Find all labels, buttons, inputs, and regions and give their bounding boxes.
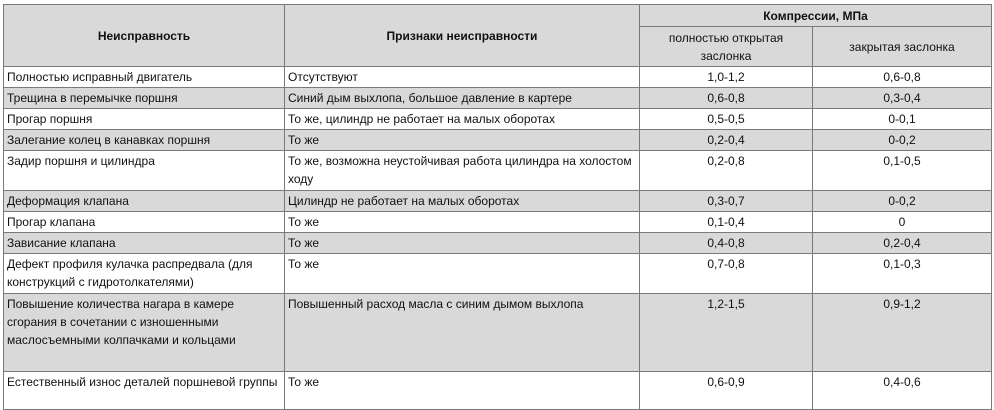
closed-value-cell: 0-0,2: [813, 191, 992, 212]
table-row: [4, 233, 992, 254]
header-signs: Признаки неисправности: [285, 5, 640, 67]
closed-value-cell: 0,3-0,4: [813, 88, 992, 109]
closed-value-cell: 0-0,2: [813, 130, 992, 151]
table-row: [4, 294, 992, 372]
header-closed-throttle: закрытая заслонка: [813, 27, 992, 67]
signs-cell: То же, цилиндр не работает на малых оборотах: [285, 109, 640, 130]
signs-cell: Отсутствуют: [285, 67, 640, 88]
table-row: [4, 254, 992, 294]
header-open-throttle: полностью открытая заслонка: [640, 27, 813, 67]
fault-cell: Трещина в перемычке поршня: [4, 88, 285, 109]
fault-cell: Задир поршня и цилиндра: [4, 151, 285, 191]
table-row: [4, 212, 992, 233]
signs-cell: Синий дым выхлопа, большое давление в картере: [285, 88, 640, 109]
open-value-cell: 0,5-0,5: [640, 109, 813, 130]
header-compression: Компрессии, МПа: [640, 5, 992, 27]
signs-cell: Повышенный расход масла с синим дымом выхлопа: [285, 294, 640, 372]
closed-value-cell: 0: [813, 212, 992, 233]
table-row: [4, 191, 992, 212]
closed-value-cell: 0,9-1,2: [813, 294, 992, 372]
header-fault: Неисправность: [4, 5, 285, 67]
closed-value-cell: 0,4-0,6: [813, 372, 992, 410]
table-row: [4, 88, 992, 109]
table-row: [4, 372, 992, 410]
signs-cell: То же: [285, 254, 640, 294]
fault-cell: Прогар поршня: [4, 109, 285, 130]
table-row: [4, 67, 992, 88]
closed-value-cell: 0,6-0,8: [813, 67, 992, 88]
open-value-cell: 0,1-0,4: [640, 212, 813, 233]
open-value-cell: 0,7-0,8: [640, 254, 813, 294]
signs-cell: То же: [285, 212, 640, 233]
closed-value-cell: 0-0,1: [813, 109, 992, 130]
compression-table: [3, 4, 992, 410]
open-value-cell: 1,0-1,2: [640, 67, 813, 88]
closed-value-cell: 0,1-0,5: [813, 151, 992, 191]
open-value-cell: 1,2-1,5: [640, 294, 813, 372]
table-row: [4, 130, 992, 151]
closed-value-cell: 0,1-0,3: [813, 254, 992, 294]
signs-cell: То же: [285, 130, 640, 151]
fault-cell: Естественный износ деталей поршневой группы: [4, 372, 285, 410]
open-value-cell: 0,6-0,9: [640, 372, 813, 410]
fault-cell: Полностью исправный двигатель: [4, 67, 285, 88]
table-row: [4, 151, 992, 191]
signs-cell: То же: [285, 233, 640, 254]
open-value-cell: 0,4-0,8: [640, 233, 813, 254]
signs-cell: То же, возможна неустойчивая работа цилиндра на холостом ходу: [285, 151, 640, 191]
signs-cell: То же: [285, 372, 640, 410]
fault-cell: Дефект профиля кулачка распредвала (для конструкций с гидротолкателями): [4, 254, 285, 294]
fault-cell: Зависание клапана: [4, 233, 285, 254]
open-value-cell: 0,2-0,4: [640, 130, 813, 151]
fault-cell: Деформация клапана: [4, 191, 285, 212]
open-value-cell: 0,3-0,7: [640, 191, 813, 212]
fault-cell: Прогар клапана: [4, 212, 285, 233]
signs-cell: Цилиндр не работает на малых оборотах: [285, 191, 640, 212]
closed-value-cell: 0,2-0,4: [813, 233, 992, 254]
fault-cell: Повышение количества нагара в камере сгорания в сочетании с изношенными маслосъемными колпачками и кольцами: [4, 294, 285, 372]
fault-cell: Залегание колец в канавках поршня: [4, 130, 285, 151]
open-value-cell: 0,2-0,8: [640, 151, 813, 191]
table-row: [4, 109, 992, 130]
open-value-cell: 0,6-0,8: [640, 88, 813, 109]
